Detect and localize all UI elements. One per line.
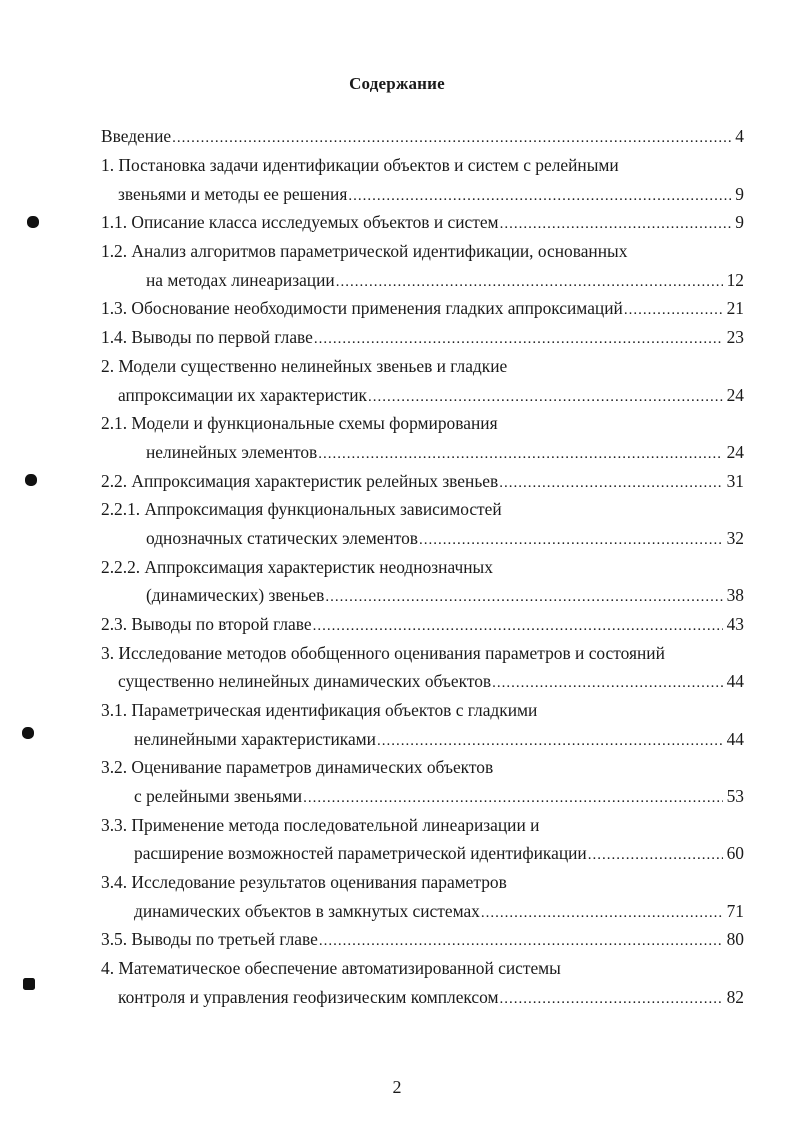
toc-entry: нелинейных элементов ..... 24 (146, 441, 744, 463)
page-number: 2 (392, 1077, 402, 1097)
toc-entry: однозначных статических элементов ..... 32 (146, 527, 744, 549)
toc-entry: 1.1. Описание класса исследуемых объектов и систем ..... 9 (101, 211, 744, 233)
punch-hole-mark (25, 474, 37, 486)
toc-entry: 2. Модели существенно нелинейных звеньев и гладкие (101, 356, 508, 376)
toc-entry: 1.4. Выводы по первой главе ..... 23 (101, 326, 744, 348)
toc-entry: 3. Исследование методов обобщенного оценивания параметров и состояний (101, 643, 665, 663)
toc-entry: 4. Математическое обеспечение автоматизированной системы (101, 958, 561, 978)
toc-entry: 3.4. Исследование результатов оценивания параметров (101, 872, 507, 892)
toc-entry: 2.2. Аппроксимация характеристик релейных звеньев ..... 31 (101, 470, 744, 492)
toc-entry: 2.2.1. Аппроксимация функциональных зависимостей (101, 499, 502, 519)
toc-entry: 2.3. Выводы по второй главе ..... 43 (101, 613, 744, 635)
toc-entry: 1.2. Анализ алгоритмов параметрической идентификации, основанных (101, 241, 628, 261)
toc-entry: существенно нелинейных динамических объектов ..... 44 (118, 670, 744, 692)
punch-hole-mark (27, 216, 39, 228)
toc-entry: 2.2.2. Аппроксимация характеристик неоднозначных (101, 557, 493, 577)
toc-entry: 3.3. Применение метода последовательной линеаризации и (101, 815, 540, 835)
punch-hole-mark (22, 727, 34, 739)
toc-entry: 3.1. Параметрическая идентификация объектов с гладкими (101, 700, 538, 720)
toc-entry: Введение ..... 4 (101, 125, 744, 147)
toc-entry: контроля и управления геофизическим комплексом ..... 82 (118, 986, 744, 1008)
toc-entry: нелинейными характеристиками ..... 44 (134, 728, 744, 750)
toc-title: Содержание (349, 74, 445, 93)
toc-entry: (динамических) звеньев ..... 38 (146, 584, 744, 606)
toc-entry: 2.1. Модели и функциональные схемы формирования (101, 413, 498, 433)
toc-entry: звеньями и методы ее решения ..... 9 (118, 183, 744, 205)
toc-entry: 3.2. Оценивание параметров динамических объектов (101, 757, 494, 777)
toc-entry: аппроксимации их характеристик ..... 24 (118, 384, 744, 406)
toc-entry: на методах линеаризации ..... 12 (146, 269, 744, 291)
toc-entry: с релейными звеньями ..... 53 (134, 785, 744, 807)
toc-entry: 1. Постановка задачи идентификации объектов и систем с релейными (101, 155, 619, 175)
toc-entry: 1.3. Обоснование необходимости применения гладких аппроксимаций ..... 21 (101, 297, 744, 319)
toc-entry: расширение возможностей параметрической идентификации ..... 60 (134, 842, 744, 864)
toc-entry: 3.5. Выводы по третьей главе ..... 80 (101, 928, 744, 950)
punch-hole-mark (23, 978, 35, 990)
toc-entry: динамических объектов в замкнутых системах ..... 71 (134, 900, 744, 922)
